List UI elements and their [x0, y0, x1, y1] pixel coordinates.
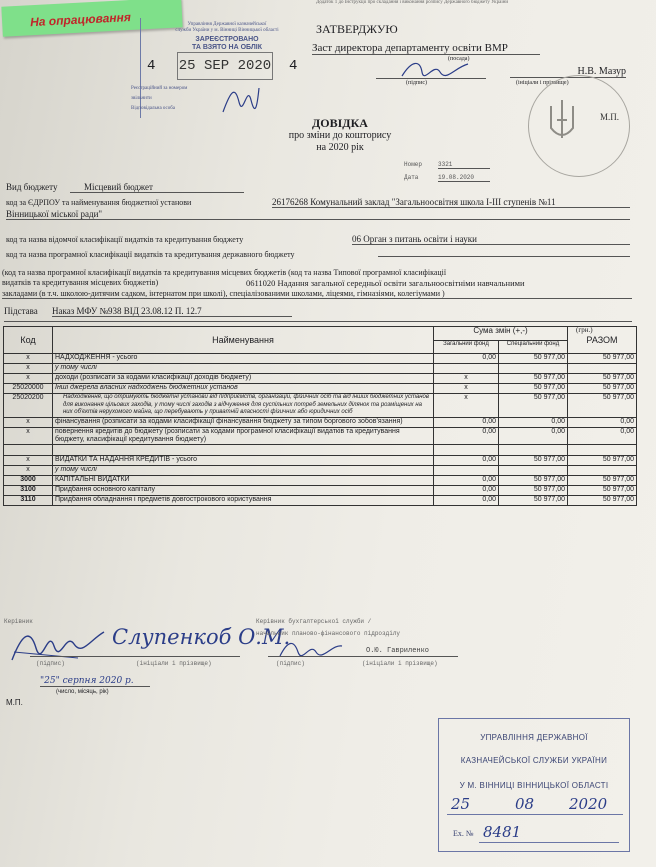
row-code: 25020000	[4, 384, 53, 394]
head-code: Код	[4, 327, 53, 354]
row-total: 50 977,00	[568, 495, 637, 505]
row-total: 50 977,00	[568, 455, 637, 465]
approval-position: Заст директора департаменту освіти ВМР	[312, 42, 540, 55]
table-row	[4, 455, 637, 465]
row-special	[499, 364, 568, 374]
row-name: у тому числі	[53, 364, 434, 374]
treasury-date-month: 08	[515, 795, 535, 813]
stamp-signature	[221, 82, 261, 116]
treasury-line2: КАЗНАЧЕЙСЬКОЇ СЛУЖБИ УКРАЇНИ	[460, 756, 608, 765]
table-row	[4, 475, 637, 485]
accountant-name: О.Ю. Гавриленко	[366, 647, 430, 655]
signing-date-caption: (число, місяць, рік)	[56, 689, 109, 695]
approval-signature	[400, 58, 470, 80]
row-total: 50 977,00	[568, 485, 637, 495]
local-line-3: закладами (в т.ч. школою-дитячим садком, інтернатом при школі), спеціалізованими школами, ліцеями, гімназіями, колегіумами )	[2, 289, 632, 299]
basis-value: Наказ МФУ №938 ВІД 23.08.12 П. 12.7	[52, 306, 292, 317]
programna-label: код та назва програмної класифікації видатків та кредитування державного бюджету	[6, 250, 295, 259]
row-general: 0,00	[434, 485, 499, 495]
stamp-line2: служби України у м. Вінниці Вінницької області	[175, 28, 279, 33]
date-value: 19.08.2020	[438, 174, 490, 182]
treasury-date-year: 2020	[569, 795, 608, 813]
row-special	[499, 465, 568, 475]
row-general	[434, 444, 499, 455]
stamp-label1: Реєстраційний за номером	[131, 86, 188, 91]
row-name: Надходження, що отримують бюджетні установи від підприємств, організацій, фізичних осіб та від інших бюджетних установ для виконання цільових заходів, у тому числі заходів з відчуження для суспільних потреб земельних ділянок та розміщених на них об'єктів нерухомого майна, що перебувають у приватній власності фізичних або юридичних осіб	[53, 394, 434, 418]
row-general: x	[434, 384, 499, 394]
row-special: 50 977,00	[499, 475, 568, 485]
row-special: 50 977,00	[499, 354, 568, 364]
row-code: x	[4, 455, 53, 465]
accountant-label-1: Керівник бухгалтерської служби /	[256, 618, 372, 625]
accountant-name-caption: (ініціали і прізвище)	[362, 660, 438, 667]
top-note: Додаток 1 до Інструкції про складання і виконання розпису Державного бюджету України	[316, 0, 509, 5]
table-row	[4, 374, 637, 384]
row-code: x	[4, 465, 53, 475]
row-total: 50 977,00	[568, 475, 637, 485]
table-row	[4, 354, 637, 364]
row-special: 50 977,00	[499, 485, 568, 495]
table-row	[4, 465, 637, 475]
row-special	[499, 444, 568, 455]
approval-mp: М.П.	[600, 112, 620, 122]
row-special: 0,00	[499, 417, 568, 427]
stamp-left-number: 4	[147, 58, 156, 74]
row-name: КАПІТАЛЬНІ ВИДАТКИ	[53, 475, 434, 485]
doc-subtitle: про зміни до кошторису	[288, 130, 392, 141]
number-value: 3321	[438, 161, 490, 169]
stamp-right-number: 4	[289, 58, 298, 74]
accountant-sign-caption: (підпис)	[276, 660, 305, 667]
row-general: 0,00	[434, 354, 499, 364]
head-name: Найменування	[53, 327, 434, 354]
sticker-text: На опрацювання	[29, 9, 132, 30]
basis-label: Підстава	[4, 306, 38, 316]
vidomchi-label: код та назва відомчої класифікації видатків та кредитування бюджету	[6, 235, 244, 244]
doc-year: на 2020 рік	[316, 142, 364, 153]
accountant-label-2: начальник планово-фінансового підрозділу	[256, 630, 401, 637]
approval-name-caption: (ініціали і прізвище)	[516, 80, 569, 86]
vidomchi-value: 06 Орган з питань освіти і науки	[352, 234, 630, 245]
edrpou-value-2: Вінницької міської ради"	[6, 209, 630, 220]
row-special: 50 977,00	[499, 374, 568, 384]
table-row	[4, 444, 637, 455]
head-total: РАЗОМ	[568, 327, 637, 354]
edrpou-value: 26176268 Комунальний заклад "Загальноосвітня школа І-ІІІ ступенів №11	[272, 197, 630, 208]
head-name-caption: (ініціали і прізвище)	[136, 660, 212, 667]
row-general: x	[434, 394, 499, 418]
row-name: доходи (розписати за кодами класифікації доходів бюджету)	[53, 374, 434, 384]
row-total: 50 977,00	[568, 354, 637, 364]
accountant-signature	[276, 636, 346, 662]
budget-label: Вид бюджету	[6, 182, 58, 192]
row-name: фінансування (розписати за кодами класифікації фінансування бюджету за типом боргового зобов'язання)	[53, 417, 434, 427]
stamp-taken: ТА ВЗЯТО НА ОБЛІК	[191, 44, 263, 51]
row-name: ВИДАТКИ ТА НАДАННЯ КРЕДИТІВ - усього	[53, 455, 434, 465]
edrpou-label: код за ЄДРПОУ та найменування бюджетної установи	[6, 198, 192, 207]
row-code: 25020200	[4, 394, 53, 418]
row-special: 50 977,00	[499, 495, 568, 505]
table-row	[4, 364, 637, 374]
row-total: 50 977,00	[568, 394, 637, 418]
approval-seal	[528, 75, 630, 177]
treasury-date-day: 25	[451, 795, 471, 813]
row-code: 3000	[4, 475, 53, 485]
row-total	[568, 444, 637, 455]
row-code: x	[4, 417, 53, 427]
row-special: 50 977,00	[499, 455, 568, 465]
table-row	[4, 495, 637, 505]
row-total: 50 977,00	[568, 384, 637, 394]
stamp-label2: звільнити	[131, 96, 152, 101]
row-total: 0,00	[568, 427, 637, 444]
row-general: 0,00	[434, 475, 499, 485]
row-name: повернення кредитів до бюджету (розписати за кодами програмної класифікації видатків та кредитування бюджету, класифікації кредитування бюджету)	[53, 427, 434, 444]
doc-title: ДОВІДКА	[312, 116, 368, 130]
row-name: Інші джерела власних надходжень бюджетних установ	[53, 384, 434, 394]
stamp-registered: ЗАРЕЄСТРОВАНО	[195, 36, 259, 43]
head-general: Загальний фонд	[434, 340, 499, 354]
row-name: у тому числі	[53, 465, 434, 475]
row-general: 0,00	[434, 455, 499, 465]
row-special: 0,00	[499, 427, 568, 444]
row-total	[568, 364, 637, 374]
row-name: Придбання основного капіталу	[53, 485, 434, 495]
table-header-row	[4, 327, 637, 341]
stamp-label3: Відповідальна особа	[131, 106, 176, 111]
row-total: 50 977,00	[568, 374, 637, 384]
row-name: НАДХОДЖЕННЯ - усього	[53, 354, 434, 364]
changes-table	[3, 326, 637, 506]
row-code: x	[4, 354, 53, 364]
approval-signature-caption: (підпис)	[406, 80, 428, 86]
table-row	[4, 394, 637, 418]
head-sign-caption: (підпис)	[36, 660, 65, 667]
row-general	[434, 465, 499, 475]
budget-value: Місцевий бюджет	[70, 182, 244, 193]
signing-date: "25" серпня 2020 р.	[40, 676, 150, 687]
stamp-date: 25 SEP 2020	[177, 52, 273, 80]
stamp-line1: Управління Державної казначейської	[187, 22, 267, 27]
date-label: Дата	[404, 174, 419, 181]
head-sum: Сума змін (+,-)	[434, 327, 568, 341]
treasury-line1: УПРАВЛІННЯ ДЕРЖАВНОЇ	[480, 733, 588, 742]
treasury-stamp	[438, 718, 630, 852]
treasury-line3: У М. ВІННИЦІ ВІННИЦЬКОЇ ОБЛАСТІ	[459, 781, 609, 790]
row-code: x	[4, 374, 53, 384]
local-line-2b: 0611020 Надання загальної середньої освіти загальноосвітніми навчальними	[246, 278, 525, 288]
row-total	[568, 465, 637, 475]
treasury-ex-value: 8481	[483, 823, 522, 841]
row-special: 50 977,00	[499, 394, 568, 418]
row-code: 3100	[4, 485, 53, 495]
registration-stamp	[131, 18, 307, 118]
row-general: 0,00	[434, 495, 499, 505]
treasury-ex-label: Ех. №	[453, 829, 474, 838]
table-row	[4, 417, 637, 427]
row-name	[53, 444, 434, 455]
trident-icon	[547, 98, 577, 142]
local-line-1: (код та назва програмної класифікації видатків та кредитування місцевих бюджетів (код та назва Типової програмної класифікації	[2, 268, 447, 277]
row-name: Придбання обладнання і предметів довгострокового користування	[53, 495, 434, 505]
row-special: 50 977,00	[499, 384, 568, 394]
row-code: 3110	[4, 495, 53, 505]
row-total: 0,00	[568, 417, 637, 427]
local-line-2a: видатків та кредитування місцевих бюджетів)	[2, 278, 159, 287]
approval-position-caption: (посада)	[448, 56, 470, 62]
head-label: Керівник	[4, 618, 33, 625]
approval-title: ЗАТВЕРДЖУЮ	[316, 22, 398, 36]
signatures-mp: М.П.	[6, 698, 23, 707]
currency-note: (грн.)	[576, 326, 593, 334]
row-general: x	[434, 374, 499, 384]
row-general: 0,00	[434, 427, 499, 444]
head-name-handwritten: Слупенкоб О.М.	[112, 625, 291, 649]
row-code: x	[4, 364, 53, 374]
row-general	[434, 364, 499, 374]
number-label: Номер	[404, 161, 423, 168]
row-general: 0,00	[434, 417, 499, 427]
table-row	[4, 427, 637, 444]
row-code: x	[4, 427, 53, 444]
table-row	[4, 384, 637, 394]
table-row	[4, 485, 637, 495]
row-code	[4, 444, 53, 455]
head-special: Спеціальний фонд	[499, 340, 568, 354]
approval-name: Н.В. Мазур	[510, 66, 626, 78]
